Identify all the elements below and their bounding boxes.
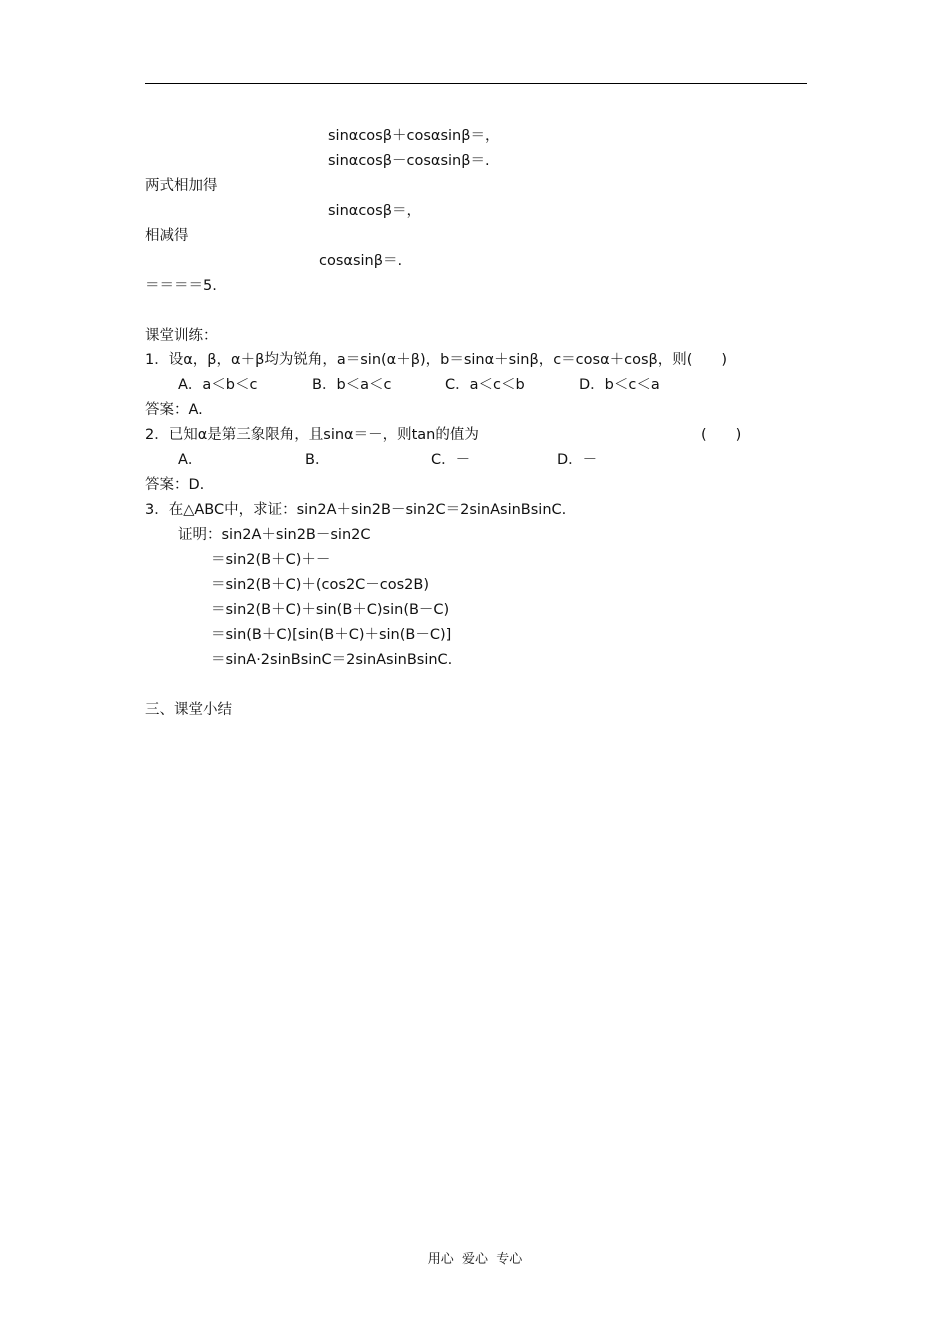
header-rule: [145, 83, 807, 84]
q2-answer: 答案：D.: [145, 477, 205, 493]
page-footer: 用心 爱心 专心: [427, 1252, 523, 1267]
section-heading-practice: 课堂训练：: [145, 328, 218, 344]
text-line-add: 两式相加得: [145, 178, 218, 194]
q1-option-a: A．a＜b＜c: [178, 377, 258, 393]
question-1: 1．设α，β，α＋β均为锐角，a＝sin(α＋β)，b＝sinα＋sinβ，c＝cosα＋cosβ，则( ): [145, 352, 728, 368]
question-2: 2．已知α是第三象限角，且sinα＝－，则tan的值为: [145, 427, 479, 443]
proof-line-1: 证明：sin2A＋sin2B－sin2C: [178, 527, 371, 543]
q2-option-a: A．: [178, 452, 203, 468]
proof-line-6: ＝sinA·2sinBsinC＝2sinAsinBsinC.: [211, 652, 453, 668]
q2-option-b: B．: [305, 452, 330, 468]
proof-line-5: ＝sin(B＋C)[sin(B＋C)＋sin(B－C)]: [211, 627, 452, 643]
formula-line-5: ＝＝＝＝5.: [145, 278, 217, 294]
q2-option-c: C．－: [431, 452, 471, 468]
q1-answer: 答案：A.: [145, 402, 203, 418]
question-3: 3．在△ABC中，求证：sin2A＋sin2B－sin2C＝2sinAsinBsinC.: [145, 502, 567, 518]
formula-line-2: sinαcosβ－cosαsinβ＝.: [328, 153, 490, 169]
section-heading-summary: 三、课堂小结: [145, 702, 232, 718]
proof-line-3: ＝sin2(B＋C)＋(cos2C－cos2B): [211, 577, 430, 593]
q1-option-d: D．b＜c＜a: [579, 377, 660, 393]
q1-option-b: B．b＜a＜c: [312, 377, 392, 393]
proof-line-4: ＝sin2(B＋C)＋sin(B＋C)sin(B－C): [211, 602, 450, 618]
formula-line-4: cosαsinβ＝.: [319, 253, 403, 269]
q1-option-c: C．a＜c＜b: [445, 377, 525, 393]
q2-answer-blank: ( ): [701, 427, 742, 443]
formula-line-3: sinαcosβ＝，: [328, 203, 421, 219]
formula-line-1: sinαcosβ＋cosαsinβ＝，: [328, 128, 500, 144]
q2-option-d: D．－: [557, 452, 598, 468]
proof-line-2: ＝sin2(B＋C)＋－: [211, 552, 331, 568]
text-line-subtract: 相减得: [145, 228, 189, 244]
